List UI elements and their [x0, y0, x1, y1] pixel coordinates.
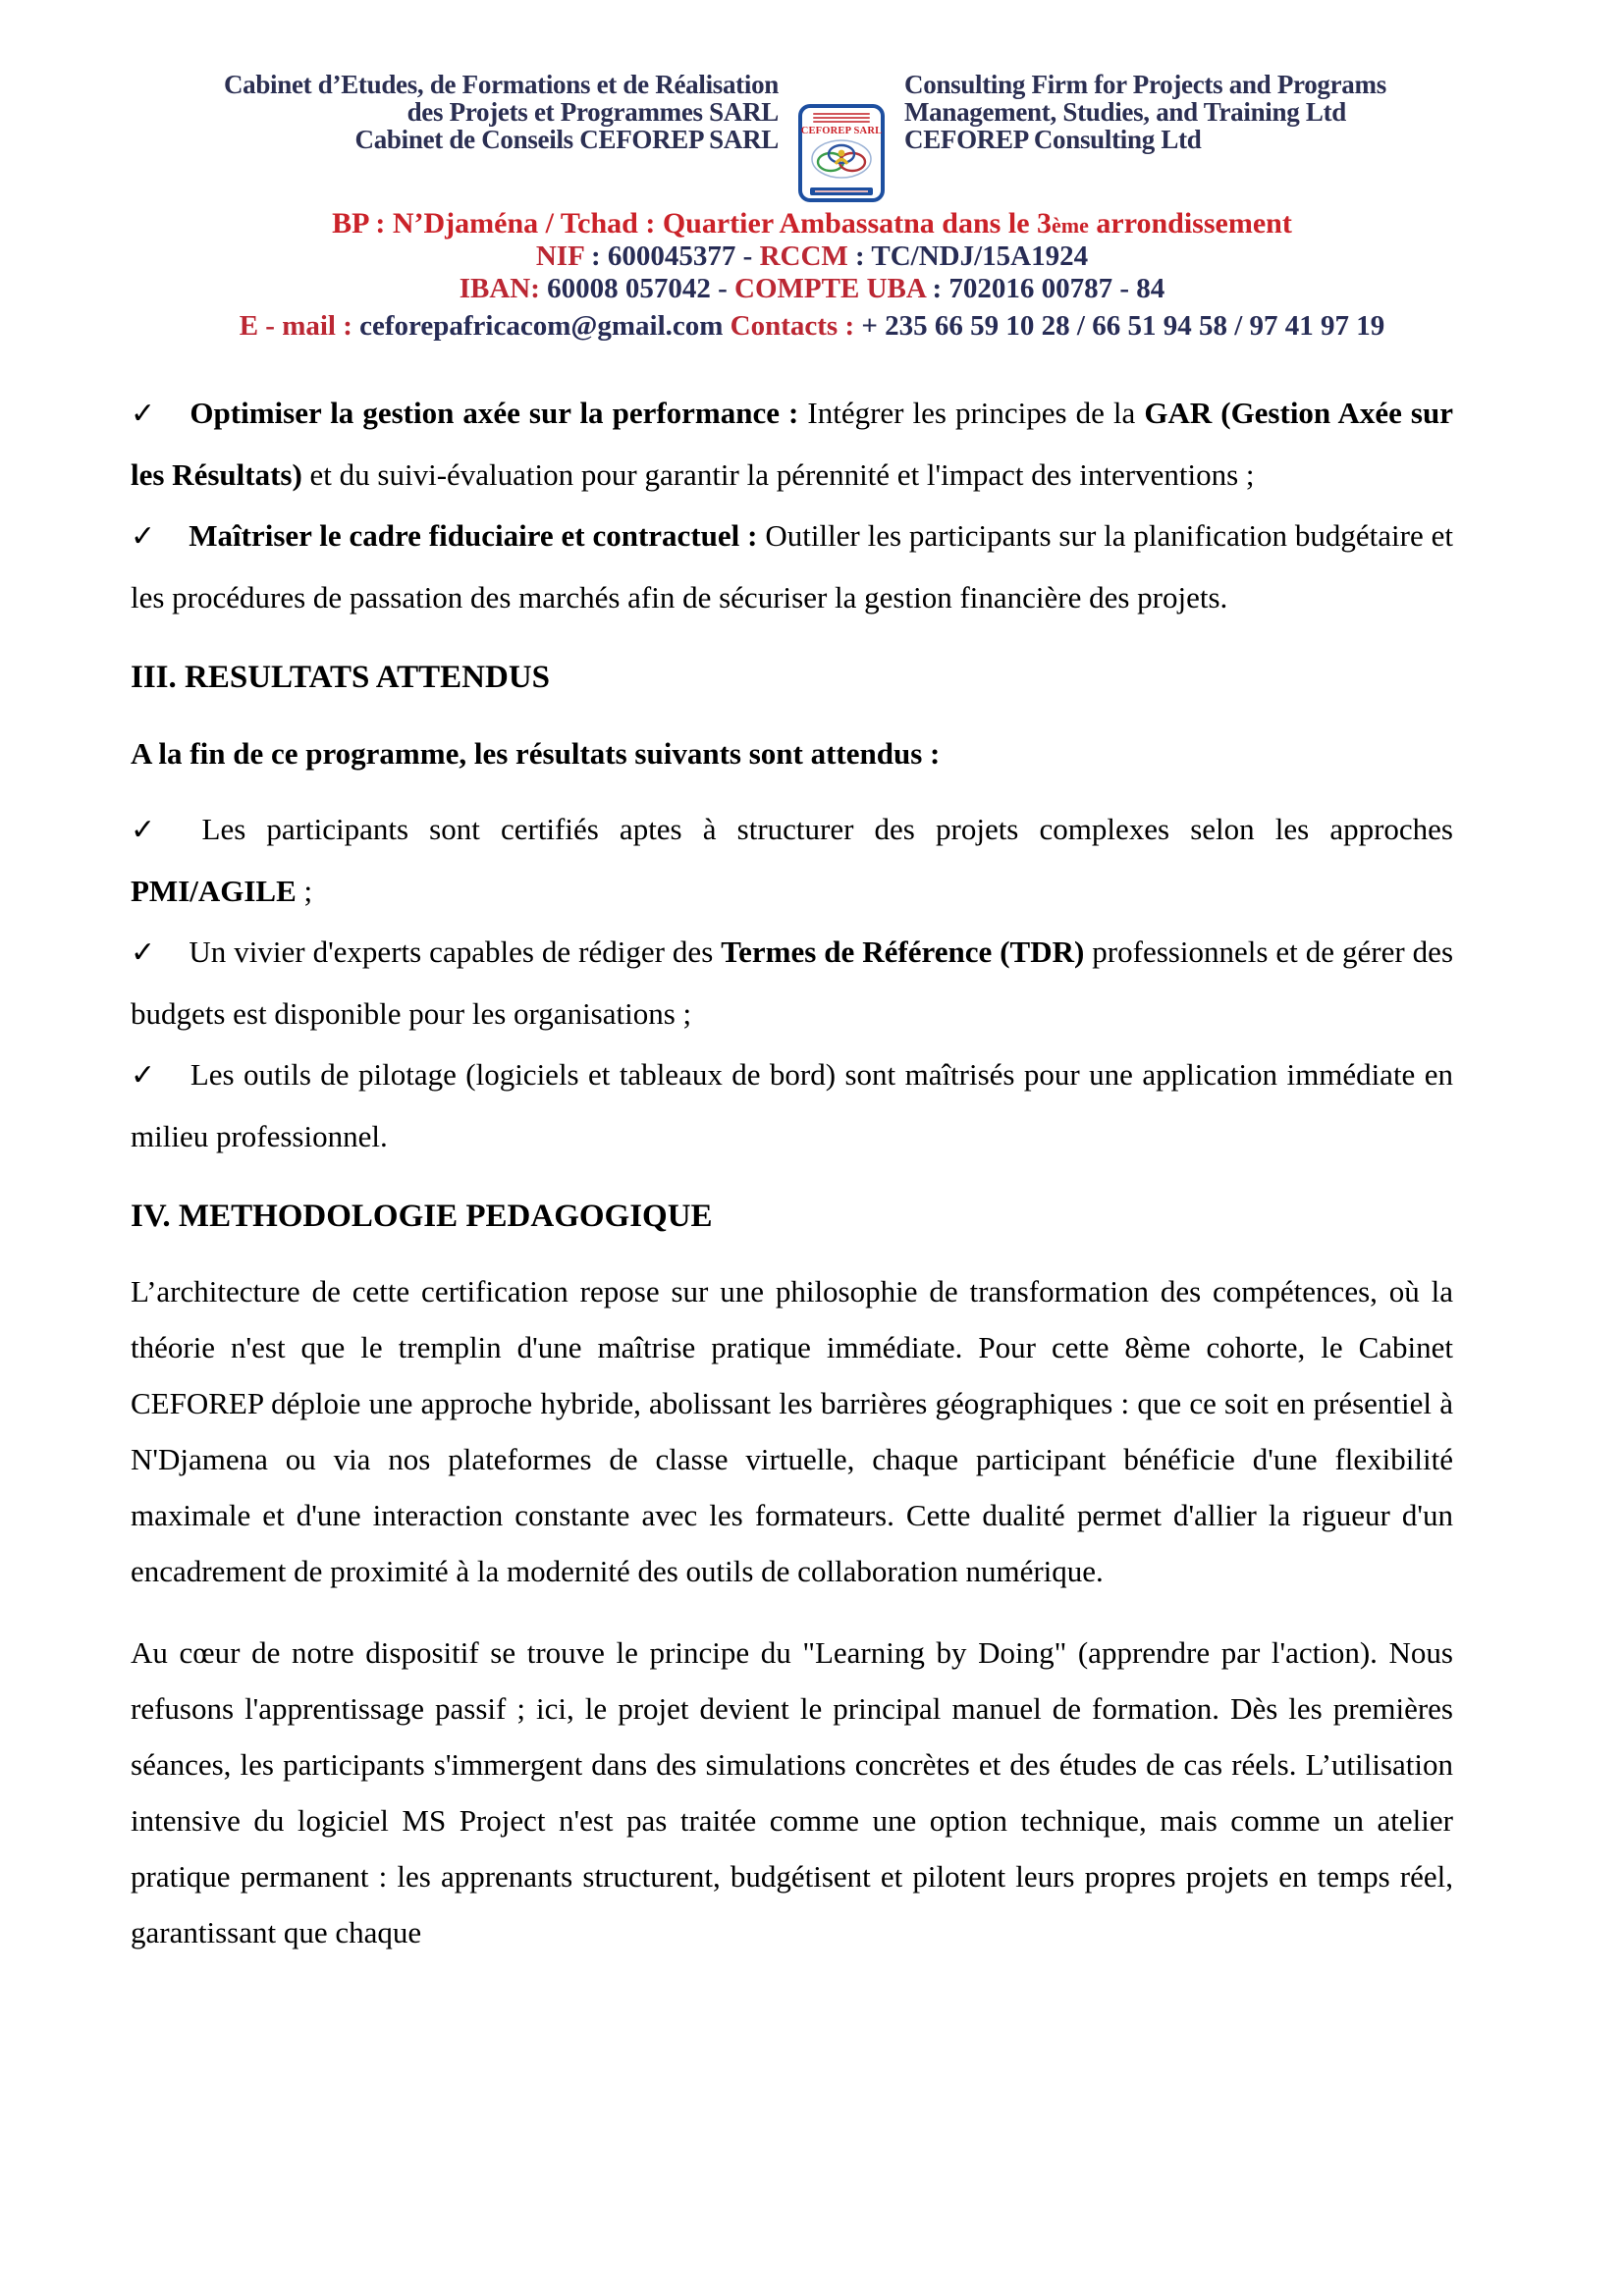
registry-line — [0, 241, 1624, 272]
address-text-end: arrondissement — [1088, 207, 1292, 240]
company-name-en-line3: CEFOREP Consulting Ltd — [904, 125, 1202, 154]
compte-uba-value: : 702016 00787 - 84 — [925, 273, 1165, 304]
checkmark-bullet-icon: ✓ — [131, 936, 156, 969]
bullet-text: Les outils de pilotage (logiciels et tableaux de bord) sont maîtrisés pour une application immédiate en milieu professionnel. — [131, 1057, 1453, 1153]
bullet-item-vivier — [131, 922, 1453, 1044]
company-name-french — [170, 71, 779, 153]
paragraph-architecture: L’architecture de cette certification repose sur une philosophie de transformation des compétences, où la théorie n'est que le tremplin d'une maîtrise pratique immédiate. Pour cette 8ème cohorte, le Cabinet CEFOREP déploie une approche hybride, abolissant les barrières géographiques : que ce soit en présentiel à N'Djamena ou via nos plateformes de classe virtuelle, chaque participant bénéficie d'une flexibilité maximale et d'une interaction constante avec les formateurs. Cette dualité permet d'allier la rigueur d'un encadrement de proximité à la modernité des outils de collaboration numérique. — [131, 1274, 1453, 1588]
section-heading-methodologie: IV. METHODOLOGIE PEDAGOGIQUE — [131, 1199, 713, 1234]
bullet-bold-lead: Maîtriser le cadre fiduciaire et contractuel : — [189, 518, 766, 553]
iban-label: IBAN: — [459, 273, 540, 304]
results-intro-line: A la fin de ce programme, les résultats suivants sont attendus : — [131, 736, 941, 771]
bullet-text-end: ; — [296, 874, 313, 908]
email-value: ceforepafricacom@gmail.com — [352, 310, 731, 342]
bullet-bold-pmi-agile: PMI/AGILE — [131, 874, 297, 908]
bullet-text: Outiller les participants sur la planification budgétaire et les procédures de passation des marchés afin de sécuriser la gestion financière des projets. — [131, 518, 1453, 614]
checkmark-bullet-icon: ✓ — [131, 520, 156, 553]
bullet-text: Intégrer les principes de la — [807, 396, 1145, 430]
company-name-fr-line2: des Projets et Programmes SARL — [406, 97, 779, 127]
contacts-label: Contacts : — [730, 310, 855, 342]
company-name-english — [904, 71, 1454, 153]
email-label: E - mail : — [239, 310, 352, 342]
bullet-text-end: professionnels et de gérer des budgets est disponible pour les organisations ; — [131, 934, 1454, 1031]
document-body — [131, 383, 1453, 1960]
company-name-fr-line3: Cabinet de Conseils CEFOREP SARL — [354, 125, 779, 154]
bullet-text: Un vivier d'experts capables de rédiger des — [189, 934, 722, 969]
letterhead-top-row — [0, 71, 1624, 202]
checkmark-bullet-icon: ✓ — [131, 1059, 157, 1092]
ceforep-logo-inner — [802, 108, 881, 198]
nif-label: NIF — [535, 240, 584, 272]
company-name-en-line1: Consulting Firm for Projects and Programs — [904, 70, 1386, 99]
company-name-en-line2: Management, Studies, and Training Ltd — [904, 97, 1346, 127]
bullet-item-performance — [131, 383, 1453, 506]
contact-line — [0, 310, 1624, 342]
letterhead — [0, 0, 1624, 342]
address-text: BP : N’Djaména / Tchad : Quartier Ambassatna dans le 3 — [332, 207, 1053, 240]
section-heading-resultats: III. RESULTATS ATTENDUS — [131, 660, 551, 695]
logo-rings-emblem-icon — [810, 138, 873, 185]
logo-company-name: CEFOREP SARL — [800, 126, 883, 137]
bullet-bold-lead: Optimiser la gestion axée sur la performance : — [189, 396, 808, 430]
company-name-fr-line1: Cabinet d’Etudes, de Formations et de Réalisation — [223, 70, 779, 99]
iban-value: 60008 057042 - — [539, 273, 735, 304]
rccm-value: : TC/NDJ/15A1924 — [847, 240, 1089, 272]
bullet-item-fiduciaire — [131, 506, 1453, 628]
bank-line — [0, 274, 1624, 304]
bullet-item-outils — [131, 1044, 1453, 1167]
paragraph-learning-by-doing: Au cœur de notre dispositif se trouve le principe du "Learning by Doing" (apprendre par l'action). Nous refusons l'apprentissage passif ; ici, le projet devient le principal manuel de formation. Dès les premières séances, les participants s'immergent dans des simulations concrètes et des études de cas réels. L’utilisation intensive du logiciel MS Project n'est pas traitée comme une option technique, mais comme un atelier pratique permanent : les apprenants structurent, budgétisent et pilotent leurs propres projets en temps réel, garantissant que chaque — [131, 1635, 1453, 1949]
bullet-bold-tdr: Termes de Référence (TDR) — [721, 934, 1085, 969]
checkmark-bullet-icon: ✓ — [131, 814, 169, 846]
ceforep-logo — [798, 104, 885, 202]
address-line — [0, 208, 1624, 241]
logo-fine-print-lines — [813, 113, 870, 124]
nif-value: : 600045377 — [583, 240, 743, 272]
rccm-label: RCCM — [759, 240, 848, 272]
bullet-text-end: et du suivi-évaluation pour garantir la pérennité et l'impact des interventions ; — [301, 457, 1255, 492]
bullet-item-participants — [131, 799, 1453, 922]
checkmark-bullet-icon: ✓ — [131, 398, 157, 430]
contacts-value: + 235 66 59 10 28 / 66 51 94 58 / 97 41 97 19 — [854, 310, 1385, 342]
registry-separator: - — [742, 240, 760, 272]
compte-uba-label: COMPTE UBA — [734, 273, 926, 304]
bullet-bold-gar: GAR (Gestion Axée sur les Résultats) — [131, 396, 1453, 492]
address-ordinal-suffix: ème — [1052, 213, 1089, 238]
bullet-text: Les participants sont certifiés aptes à structurer des projets complexes selon les approches — [201, 812, 1454, 846]
logo-bottom-band — [810, 187, 873, 195]
